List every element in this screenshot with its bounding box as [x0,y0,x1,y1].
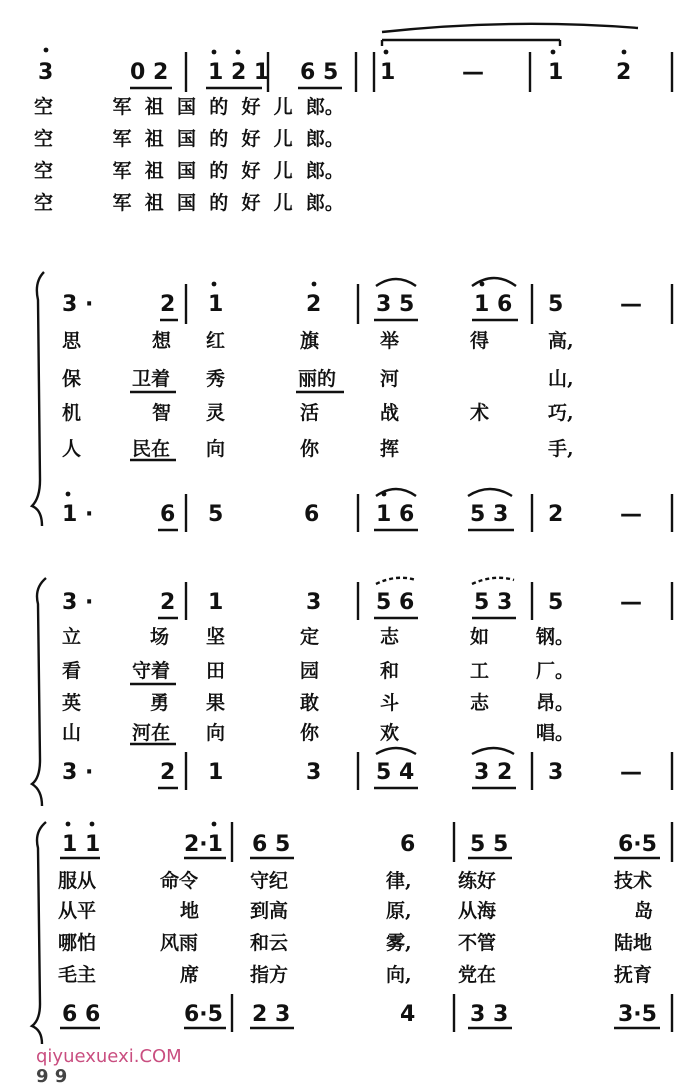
lyric: 指方 [250,964,289,986]
lyric-line: 空 军 祖 国 的 好 儿 郎。 [34,192,344,214]
note: 0 2 [130,60,169,85]
note: 6 [400,832,416,857]
note: 3 5 [376,292,415,317]
note: 1 [208,590,224,615]
note: 3 3 [470,1002,509,1027]
lyric: 红 [206,330,226,352]
note: 5 3 [470,502,509,527]
lyric: 党在 [458,964,497,986]
lyric: 毛主 [58,964,97,986]
lyric: 技术 [614,870,653,892]
note: 5 3 [474,590,513,615]
lyric: 河在 [132,722,171,744]
lyric: 得 [470,330,490,352]
lyric: 人 [62,438,82,460]
lyric-line: 空 军 祖 国 的 好 儿 郎。 [34,160,344,182]
lyric: 巧, [548,402,574,424]
note: 1 2 1 [208,60,270,85]
note: 3 · [62,292,94,317]
lyric-line: 空 军 祖 国 的 好 儿 郎。 [34,96,344,118]
lyric: 席 [180,964,200,986]
note: 6 5 [300,60,339,85]
note: 3 [306,760,322,785]
note: — [620,502,642,527]
lyric: 向 [206,722,226,744]
lyric: 秀 [206,368,226,390]
lyric: 工 [470,660,490,682]
note: 3 [306,590,322,615]
note: 2 [548,502,564,527]
lyric: 向, [386,964,412,986]
note: 2 [160,590,176,615]
lyric: 哪怕 [58,932,97,954]
lyric: 术 [470,402,490,424]
note: 2 [160,292,176,317]
note: 1 1 [62,832,101,857]
lyric: 挥 [380,438,400,460]
note: 1 6 [474,292,513,317]
lyric: 灵 [206,402,226,424]
lyric: 雾, [386,932,412,954]
note: 5 5 [470,832,509,857]
note: 6 6 [62,1002,101,1027]
lyric: 服从 [58,870,97,892]
lyric: 陆地 [614,932,653,954]
lyric: 命令 [160,870,199,892]
note: 3 · [62,760,94,785]
note: 2 [306,292,322,317]
lyric: 从海 [458,900,497,922]
lyric: 旗 [300,330,320,352]
lyric: 园 [300,660,320,682]
lyric: 地 [180,900,200,922]
lyric: 智 [152,402,172,424]
lyric: 果 [206,692,226,714]
note: 1 6 [376,502,415,527]
lyric: 坚 [206,626,226,648]
lyric: 立 [62,626,82,648]
lyric: 民在 [132,438,171,460]
lyric: 律, [386,870,412,892]
lyric: 和云 [250,932,289,954]
note: 3 [38,60,54,85]
lyric: 敢 [300,692,320,714]
lyric: 和 [380,660,400,682]
lyric: 斗 [380,692,400,714]
note: 1 · [62,502,94,527]
lyric: 不管 [458,932,497,954]
lyric: 山, [548,368,574,390]
note: 6·5 [184,1002,223,1027]
note: 3·5 [618,1002,657,1027]
lyric: 欢 [380,722,400,744]
lyric: 唱。 [536,722,575,744]
note: 5 [548,590,564,615]
lyric: 你 [300,722,320,744]
note: 4 [400,1002,416,1027]
lyric: 志 [380,626,400,648]
note: 5 [208,502,224,527]
note: 6·5 [618,832,657,857]
note: 3 · [62,590,94,615]
lyric: 看 [62,660,82,682]
lyric: 英 [62,692,82,714]
note: 1 [548,60,564,85]
lyric: 河 [380,368,400,390]
lyric: 岛 [634,900,654,922]
note: — [462,60,484,85]
lyric: 钢。 [536,626,575,648]
note: 2 [160,760,176,785]
lyric: 手, [548,438,574,460]
lyric: 你 [300,438,320,460]
note: 1 [380,60,396,85]
lyric: 高, [548,330,574,352]
lyric: 昂。 [536,692,575,714]
note: 5 4 [376,760,415,785]
lyric: 田 [206,660,226,682]
lyric: 志 [470,692,490,714]
lyric: 从平 [58,900,97,922]
lyric: 保 [62,368,82,390]
lyric: 想 [152,330,172,352]
note: 2 [616,60,632,85]
lyric: 守纪 [250,870,289,892]
note: 6 5 [252,832,291,857]
note: 6 [160,502,176,527]
note: 6 [304,502,320,527]
note: 5 6 [376,590,415,615]
note: — [620,292,642,317]
lyric: 活 [300,402,320,424]
lyric: 思 [62,330,82,352]
lyric: 向 [206,438,226,460]
lyric: 机 [62,402,82,424]
watermark: qiyuexuexi.COM [36,1046,182,1067]
note: 3 [548,760,564,785]
lyric: 卫着 [132,368,171,390]
bottom-fragment: 9 9 [36,1066,68,1087]
lyric: 场 [150,626,170,648]
lyric-line: 空 军 祖 国 的 好 儿 郎。 [34,128,344,150]
note: 5 [548,292,564,317]
lyric: 如 [470,626,490,648]
lyric: 举 [380,330,400,352]
lyric: 定 [300,626,320,648]
note: 1 [208,292,224,317]
lyric: 练好 [458,870,497,892]
lyric: 到高 [250,900,289,922]
lyric: 风雨 [160,932,199,954]
note: 2·1 [184,832,223,857]
lyric: 山 [62,722,82,744]
lyric: 抚育 [614,964,653,986]
lyric: 战 [380,402,400,424]
note: 3 2 [474,760,513,785]
note: — [620,590,642,615]
lyric: 厂。 [536,660,575,682]
lyric: 原, [386,900,412,922]
note: 1 [208,760,224,785]
note: 2 3 [252,1002,291,1027]
note: — [620,760,642,785]
lyric: 丽的 [298,368,337,390]
lyric: 勇 [150,692,170,714]
lyric: 守着 [132,660,171,682]
